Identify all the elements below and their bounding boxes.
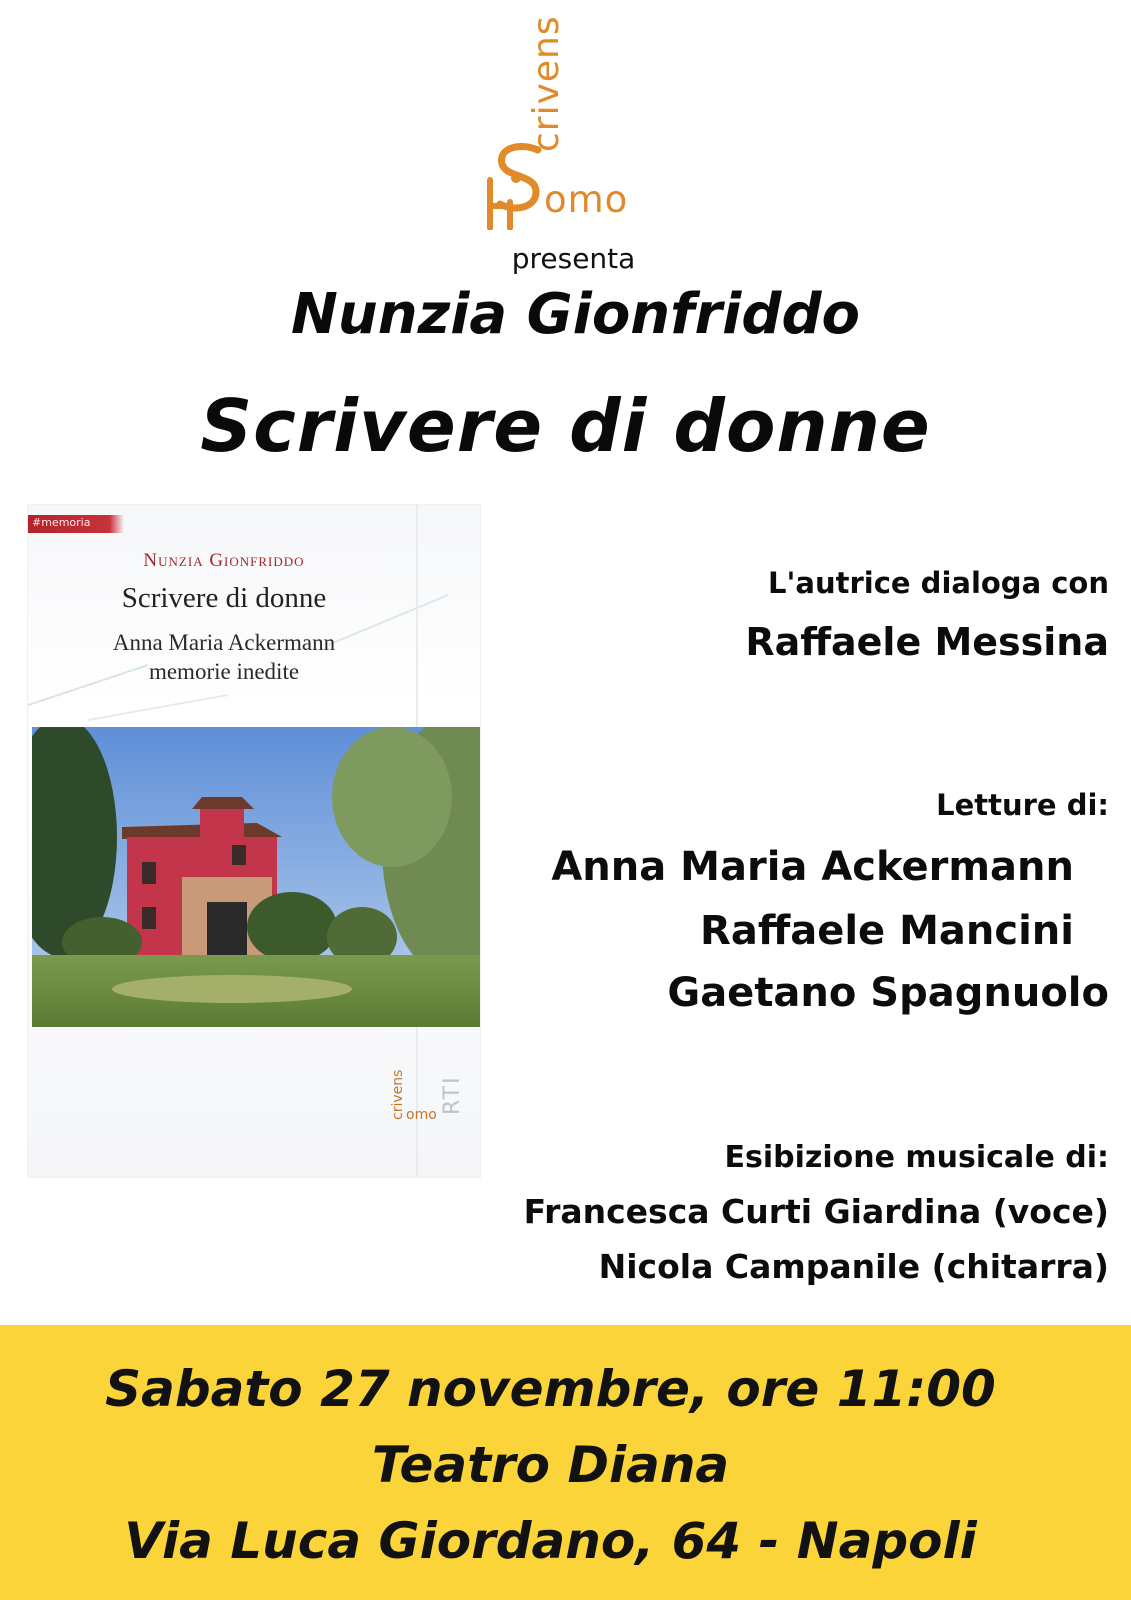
cover-subtitle-line1: Anna Maria Ackermann (112, 630, 336, 655)
cover-title: Scrivere di donne (121, 582, 327, 614)
cover-logo-crivens: crivens (390, 1069, 406, 1120)
event-date-time: Sabato 27 novembre, ore 11:00 (105, 1360, 996, 1418)
cover-tag-label: #memoria (32, 516, 91, 529)
reader-name: Gaetano Spagnuolo (667, 970, 1109, 1016)
event-address: Via Luca Giordano, 64 - Napoli (124, 1512, 977, 1570)
dialogue-name: Raffaele Messina (745, 620, 1109, 664)
scrivens-homo-logo-icon (480, 140, 550, 230)
cover-author: Nunzia Gionfriddo (143, 550, 305, 571)
logo-omo-text: omo (544, 178, 629, 221)
event-venue: Teatro Diana (371, 1436, 730, 1494)
music-performer: Francesca Curti Giardina (voce) (523, 1192, 1109, 1231)
readings-label: Letture di: (936, 788, 1109, 822)
cover-tag-ribbon (28, 515, 124, 533)
logo-crivens-text: crivens (526, 15, 567, 152)
author-name: Nunzia Gionfriddo (291, 282, 860, 347)
reader-name: Anna Maria Ackermann (551, 844, 1074, 890)
cover-logo-omo: omo (406, 1107, 437, 1123)
book-cover (28, 505, 480, 1177)
cover-subtitle-line2: memorie inedite (148, 659, 300, 684)
music-performer: Nicola Campanile (chitarra) (598, 1247, 1109, 1286)
presenta-label: presenta (511, 242, 636, 275)
cover-brush-strokes (28, 505, 480, 727)
dialogue-label: L'autrice dialoga con (768, 566, 1109, 600)
cover-series-mark: RTI (440, 1075, 465, 1115)
book-title: Scrivere di donne (200, 384, 931, 468)
music-label: Esibizione musicale di: (724, 1140, 1109, 1175)
cover-photo-villa (32, 727, 480, 1027)
reader-name: Raffaele Mancini (700, 908, 1074, 954)
